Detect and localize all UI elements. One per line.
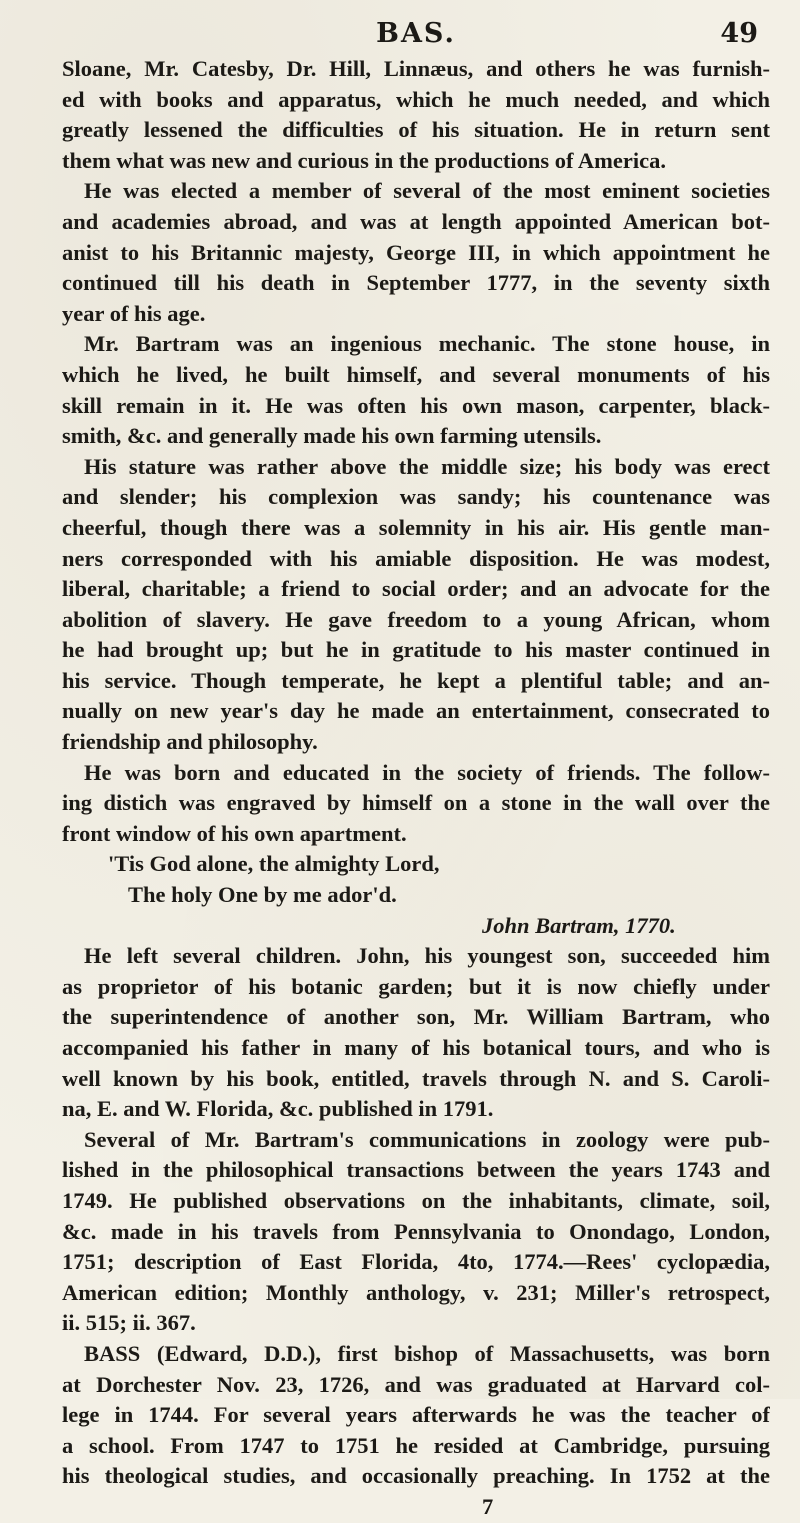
text-line: which he lived, he built himself, and several monuments of his <box>62 361 770 387</box>
text-line: ners corresponded with his amiable disposition. He was modest, <box>62 545 770 571</box>
text-line: &c. made in his travels from Pennsylvania to Onondago, London, <box>62 1218 770 1244</box>
text-line: year of his age. <box>62 300 206 326</box>
text-line: ii. 515; ii. 367. <box>62 1310 196 1336</box>
text-line: his service. Though temperate, he kept a plentiful table; and an- <box>62 667 770 693</box>
text-line: and academies abroad, and was at length appointed American bot- <box>62 208 770 234</box>
text-line: the superintendence of another son, Mr. William Bartram, who <box>62 1004 770 1030</box>
verse-line: The holy One by me ador'd. <box>128 882 397 908</box>
text-line: lege in 1744. For several years afterwards he was the teacher of <box>62 1402 770 1428</box>
text-line: greatly lessened the difficulties of his situation. He in return sent <box>62 117 770 143</box>
text-line: cheerful, though there was a solemnity in his air. His gentle man- <box>62 514 770 540</box>
text-line: skill remain in it. He was often his own mason, carpenter, black- <box>62 392 770 418</box>
text-line: them what was new and curious in the productions of America. <box>62 147 666 173</box>
verse-line: 'Tis God alone, the almighty Lord, <box>108 851 440 877</box>
text-line: Mr. Bartram was an ingenious mechanic. The stone house, in <box>84 331 770 357</box>
text-line: accompanied his father in many of his botanical tours, and who is <box>62 1035 770 1060</box>
text-line: Sloane, Mr. Catesby, Dr. Hill, Linnæus, and others he was furnish- <box>62 56 770 81</box>
text-line: friendship and philosophy. <box>62 729 318 755</box>
text-line: Several of Mr. Bartram's communications in zoology were pub- <box>84 1126 770 1152</box>
text-line: he had brought up; but he in gratitude to his master continued in <box>62 637 770 663</box>
text-line: He left several children. John, his youngest son, succeeded him <box>84 943 770 969</box>
running-head: BAS. <box>376 18 456 49</box>
text-line: ing distich was engraved by himself on a stone in the wall over the <box>62 790 770 816</box>
text-line: as proprietor of his botanic garden; but it is now chiefly under <box>62 973 770 999</box>
text-line: well known by his book, entitled, travels through N. and S. Caroli- <box>62 1065 770 1091</box>
text-line: His stature was rather above the middle size; his body was erect <box>84 453 770 479</box>
text-line: BASS (Edward, D.D.), first bishop of Massachusetts, was born <box>84 1340 770 1366</box>
body-text <box>62 54 770 1523</box>
page-number: 49 <box>720 18 758 49</box>
verse-signature: John Bartram, 1770. <box>482 912 676 938</box>
text-line: 1751; description of East Florida, 4to, 1774.—Rees' cyclopædia, <box>62 1249 770 1275</box>
text-line: He was born and educated in the society of friends. The follow- <box>84 759 770 785</box>
text-line: ed with books and apparatus, which he much needed, and which <box>62 86 770 112</box>
page-header <box>62 8 770 54</box>
text-line: at Dorchester Nov. 23, 1726, and was graduated at Harvard col- <box>62 1371 770 1397</box>
text-line: and slender; his complexion was sandy; his countenance was <box>62 484 770 510</box>
signature-mark: 7 <box>482 1493 494 1519</box>
text-line: nually on new year's day he made an entertainment, consecrated to <box>62 698 770 724</box>
text-line: He was elected a member of several of the most eminent societies <box>84 178 770 204</box>
text-line: na, E. and W. Florida, &c. published in 1791. <box>62 1096 494 1122</box>
text-line: lished in the philosophical transactions between the years 1743 and <box>62 1157 770 1183</box>
text-line: continued till his death in September 1777, in the seventy sixth <box>62 270 770 296</box>
text-line: front window of his own apartment. <box>62 820 407 846</box>
text-line: American edition; Monthly anthology, v. 231; Miller's retrospect, <box>62 1279 770 1305</box>
text-line: anist to his Britannic majesty, George III, in which appointment he <box>62 239 770 265</box>
text-line: smith, &c. and generally made his own farming utensils. <box>62 423 602 449</box>
text-line: liberal, charitable; a friend to social order; and an advocate for the <box>62 576 770 602</box>
text-line: abolition of slavery. He gave freedom to a young African, whom <box>62 606 770 632</box>
text-line: his theological studies, and occasionally preaching. In 1752 at the <box>62 1463 770 1489</box>
text-line: 1749. He published observations on the inhabitants, climate, soil, <box>62 1187 770 1213</box>
text-line: a school. From 1747 to 1751 he resided at Cambridge, pursuing <box>62 1432 770 1458</box>
